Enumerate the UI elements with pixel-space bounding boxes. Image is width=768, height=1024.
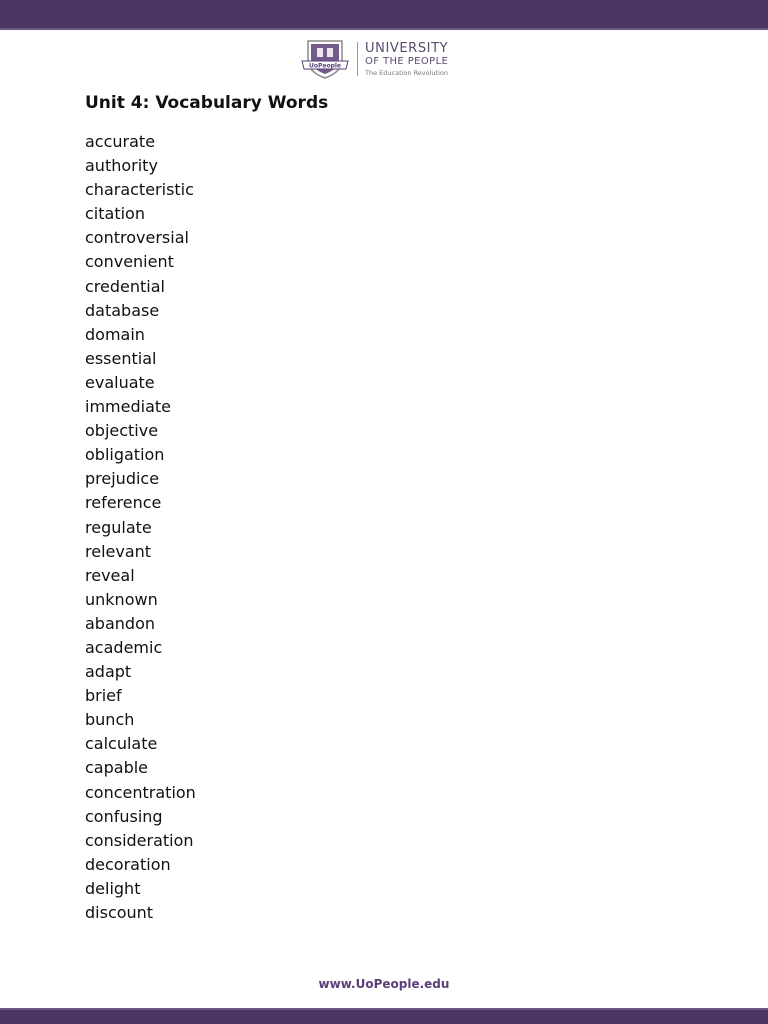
vocabulary-word: reveal bbox=[85, 565, 135, 585]
footer-website-link[interactable]: www.UoPeople.edu bbox=[318, 977, 450, 991]
logo-tagline-text: The Education Revolution bbox=[365, 69, 449, 77]
vocabulary-word: database bbox=[85, 300, 160, 320]
logo-university-text: UNIVERSITY bbox=[365, 41, 449, 56]
vocabulary-word-list bbox=[85, 130, 196, 925]
header-bar bbox=[0, 0, 768, 30]
uopeople-shield-icon bbox=[300, 38, 350, 80]
vocabulary-word: characteristic bbox=[85, 180, 194, 200]
vocabulary-word: confusing bbox=[85, 806, 163, 826]
page-title: Unit 4: Vocabulary Words bbox=[85, 93, 329, 113]
vocabulary-word: immediate bbox=[85, 397, 171, 417]
vocabulary-word: citation bbox=[85, 204, 145, 224]
vocabulary-word: consideration bbox=[85, 830, 194, 850]
footer-bar bbox=[0, 1008, 768, 1024]
vocabulary-word: relevant bbox=[85, 541, 152, 561]
vocabulary-word: decoration bbox=[85, 854, 171, 874]
vocabulary-word: controversial bbox=[85, 228, 189, 248]
vocabulary-word: discount bbox=[85, 903, 154, 922]
vocabulary-word: bunch bbox=[85, 710, 135, 730]
logo-divider bbox=[357, 42, 358, 76]
vocabulary-word: abandon bbox=[85, 613, 155, 633]
vocabulary-word: evaluate bbox=[85, 372, 155, 392]
vocabulary-word: delight bbox=[85, 878, 141, 898]
logo-badge-text: UoPeople bbox=[308, 62, 342, 70]
vocabulary-word: adapt bbox=[85, 662, 132, 682]
vocabulary-word: brief bbox=[85, 686, 122, 706]
vocabulary-word: accurate bbox=[85, 132, 156, 151]
vocabulary-word: unknown bbox=[85, 589, 158, 609]
vocabulary-word: authority bbox=[85, 156, 158, 176]
vocabulary-word: essential bbox=[85, 348, 157, 368]
vocabulary-word: capable bbox=[85, 758, 149, 778]
vocabulary-word: concentration bbox=[85, 782, 196, 802]
vocabulary-word: domain bbox=[85, 324, 145, 344]
vocabulary-word: regulate bbox=[85, 517, 152, 537]
vocabulary-word: obligation bbox=[85, 445, 165, 465]
vocabulary-word: prejudice bbox=[85, 469, 160, 489]
logo-of-the-people-text: OF THE PEOPLE bbox=[365, 56, 449, 67]
vocabulary-word: academic bbox=[85, 637, 163, 657]
vocabulary-word: reference bbox=[85, 493, 162, 513]
university-logo bbox=[300, 38, 460, 80]
vocabulary-word: calculate bbox=[85, 734, 158, 754]
vocabulary-word: credential bbox=[85, 276, 165, 296]
vocabulary-word: objective bbox=[85, 421, 159, 441]
vocabulary-word: convenient bbox=[85, 252, 174, 272]
